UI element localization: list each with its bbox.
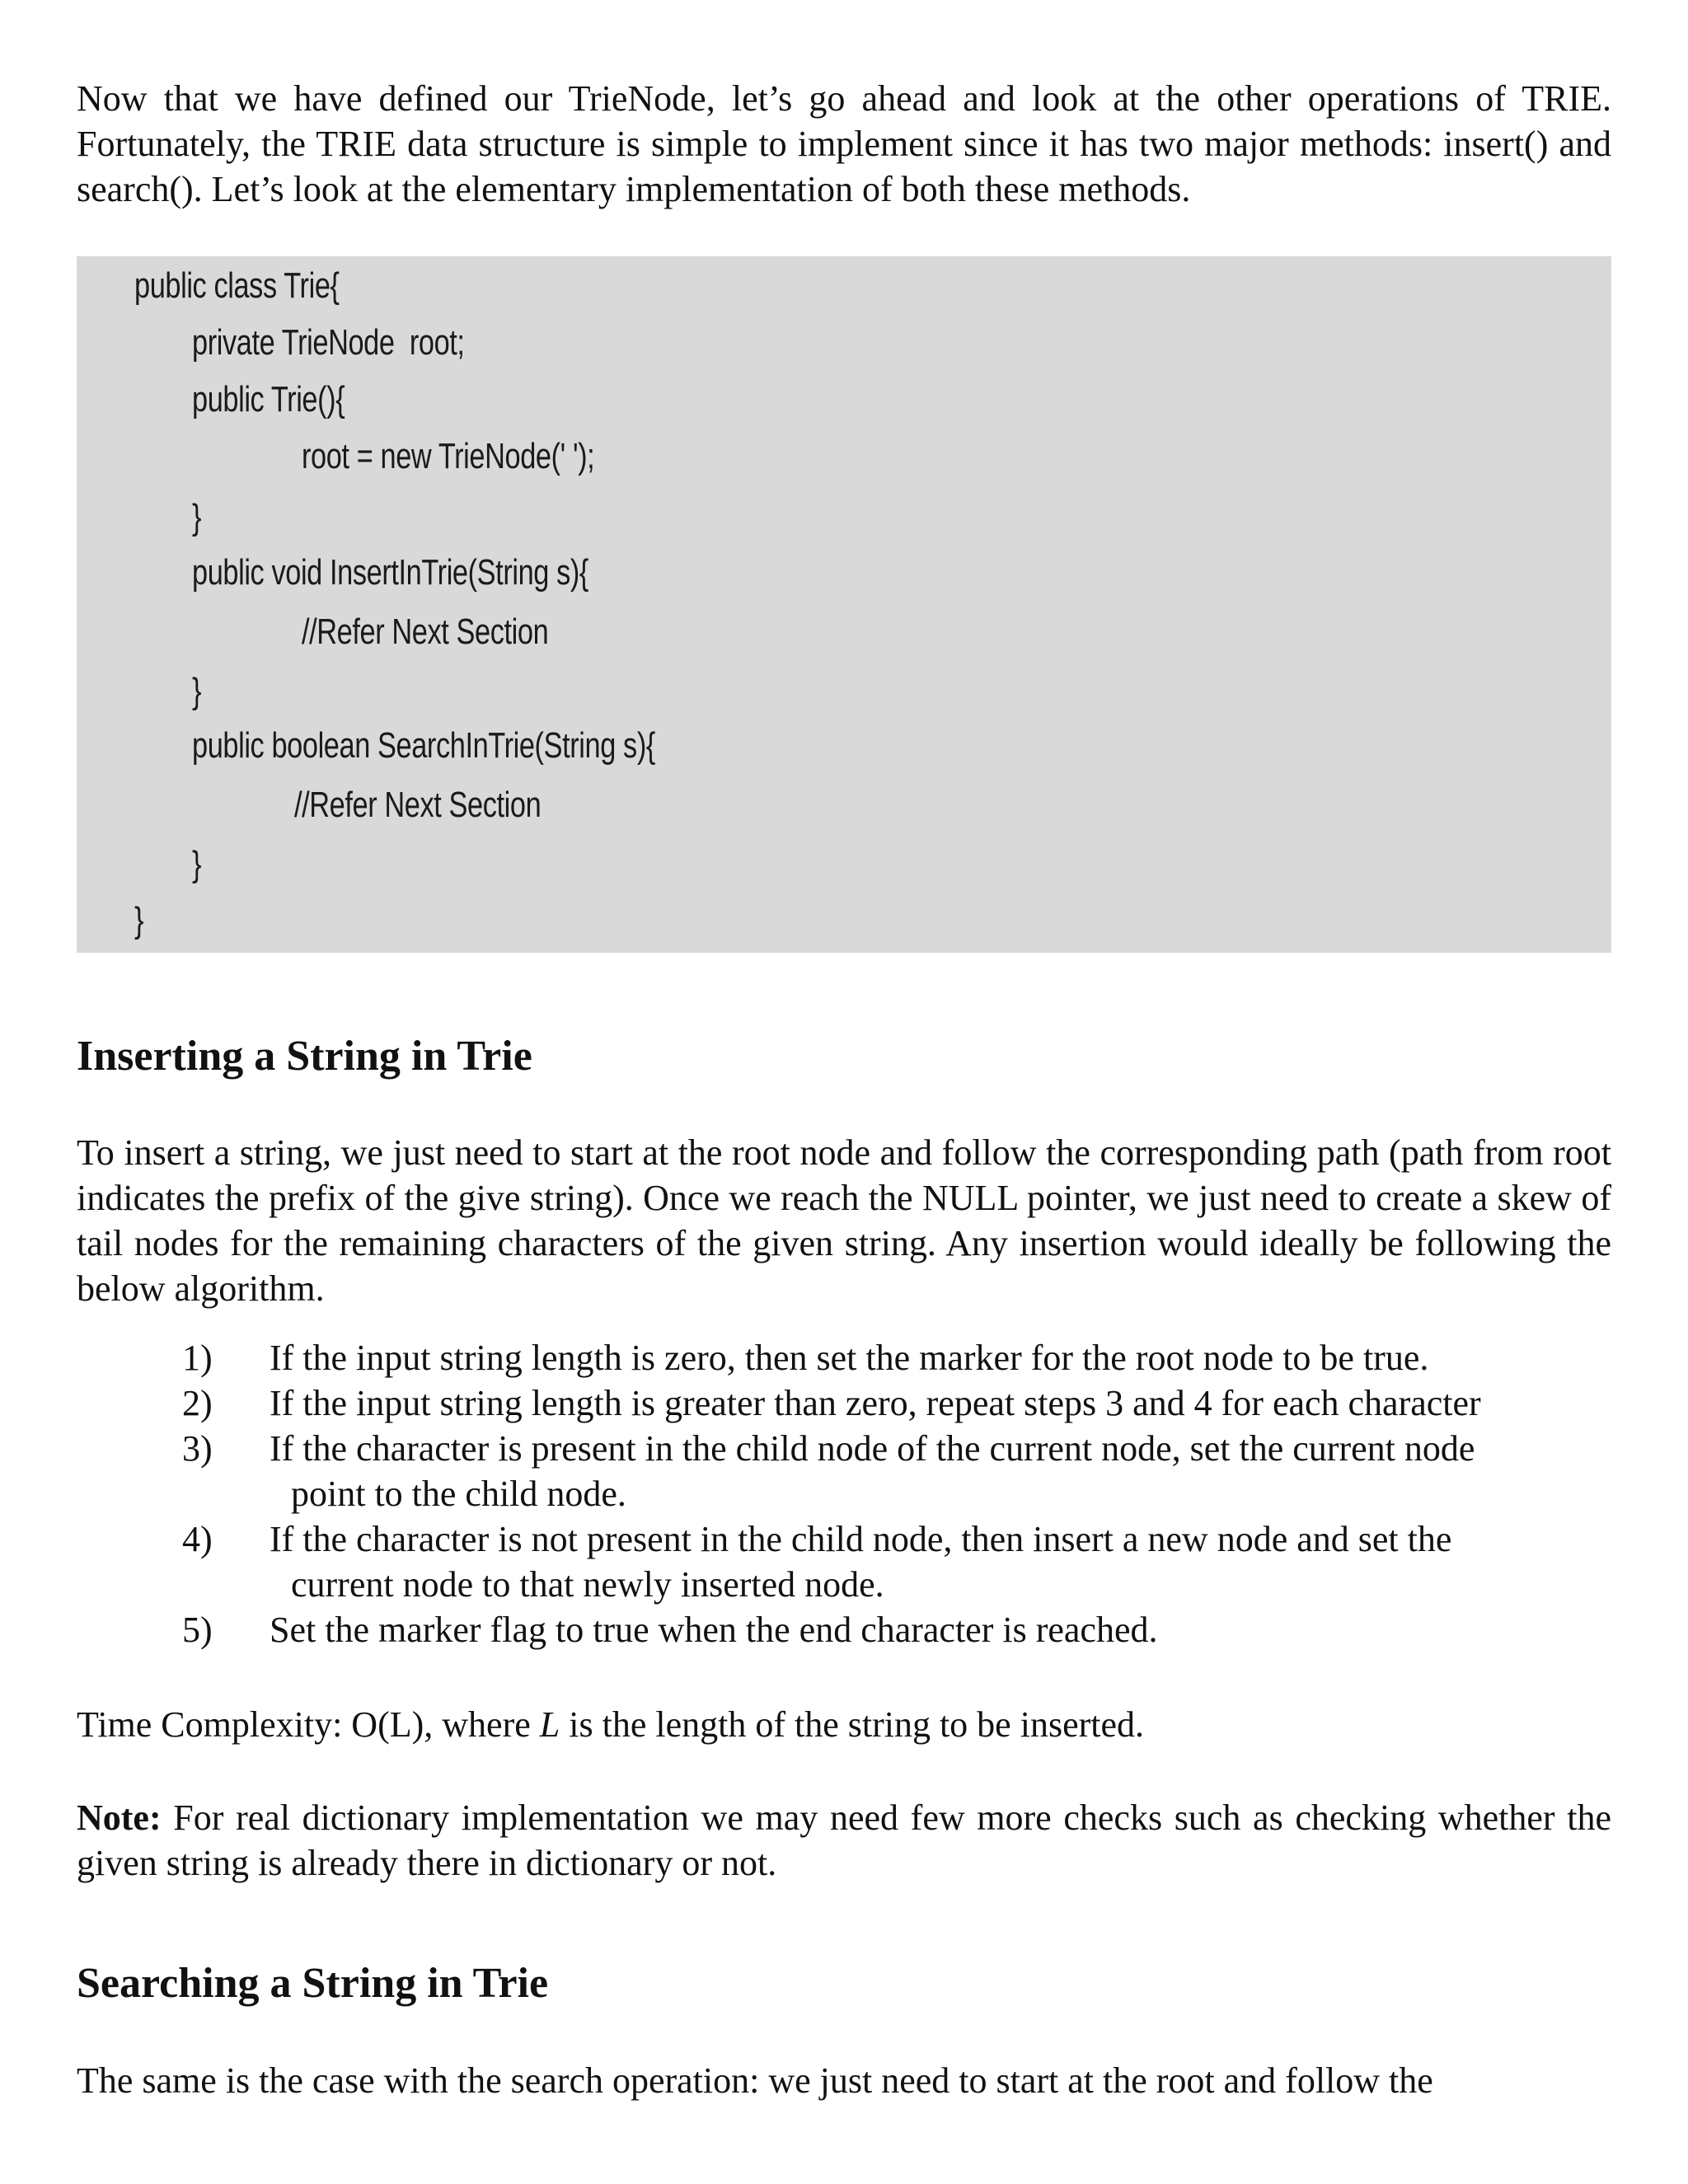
code-line: } <box>134 900 144 940</box>
code-line: public boolean SearchInTrie(String s){ <box>192 725 655 766</box>
time-complexity-prefix: Time Complexity: O(L), where <box>77 1704 540 1745</box>
step-text: If the input string length is zero, then set the marker for the root node to be true. <box>270 1338 1429 1378</box>
time-complexity-suffix: is the length of the string to be inserted. <box>560 1704 1144 1745</box>
note-label: Note: <box>77 1797 162 1838</box>
step-text: If the character is not present in the child node, then insert a new node and set the <box>270 1519 1452 1559</box>
code-line: } <box>192 497 202 537</box>
section-heading-insert: Inserting a String in Trie <box>77 1033 532 1080</box>
list-item <box>77 1380 1611 1426</box>
algorithm-steps <box>77 1335 1611 1652</box>
list-item <box>77 1335 1611 1380</box>
code-line: root = new TrieNode(' '); <box>302 436 595 476</box>
code-line: //Refer Next Section <box>302 612 549 652</box>
code-line: } <box>192 671 202 711</box>
step-number: 2) <box>182 1383 213 1423</box>
intro-paragraph: Now that we have defined our TrieNode, let’s go ahead and look at the other operations of TRIE. Fortunately, the TRIE data structure is simple to implement since it has two major methods: insert() and search(). Let’s look at the elementary implementation of both these methods. <box>77 78 1611 209</box>
list-item <box>77 1607 1611 1652</box>
code-line: public void InsertInTrie(String s){ <box>192 552 589 593</box>
code-line: public class Trie{ <box>134 265 340 306</box>
code-line: private TrieNode root; <box>192 322 465 363</box>
search-paragraph: The same is the case with the search operation: we just need to start at the root and follow the <box>77 2060 1433 2101</box>
code-line: //Refer Next Section <box>294 785 542 825</box>
step-text: Set the marker flag to true when the end character is reached. <box>270 1610 1158 1650</box>
step-number: 1) <box>182 1338 213 1378</box>
time-complexity <box>77 1702 1611 1747</box>
step-text: If the input string length is greater than zero, repeat steps 3 and 4 for each character <box>270 1383 1481 1423</box>
code-block <box>77 256 1611 953</box>
list-item <box>77 1426 1611 1516</box>
note-text: For real dictionary implementation we may need few more checks such as checking whether the given string is already there in dictionary or not. <box>77 1797 1611 1883</box>
step-text-continued: current node to that newly inserted node. <box>291 1564 884 1605</box>
insert-paragraph: To insert a string, we just need to start at the root node and follow the corresponding path (path from root indicates the prefix of the give string). Once we reach the NULL pointer, we just need to create a skew of tail nodes for the remaining characters of the given string. Any insertion would ideally be following the below algorithm. <box>77 1132 1611 1309</box>
step-number: 3) <box>182 1428 213 1469</box>
section-heading-search: Searching a String in Trie <box>77 1960 549 2007</box>
step-text-continued: point to the child node. <box>291 1474 626 1514</box>
code-line: public Trie(){ <box>192 379 345 419</box>
step-number: 4) <box>182 1519 213 1559</box>
list-item <box>77 1516 1611 1607</box>
time-complexity-variable: L <box>539 1704 560 1745</box>
step-number: 5) <box>182 1610 213 1650</box>
note-paragraph <box>77 1795 1611 1886</box>
step-text: If the character is present in the child node of the current node, set the current node <box>270 1428 1475 1469</box>
code-line: } <box>192 844 202 884</box>
